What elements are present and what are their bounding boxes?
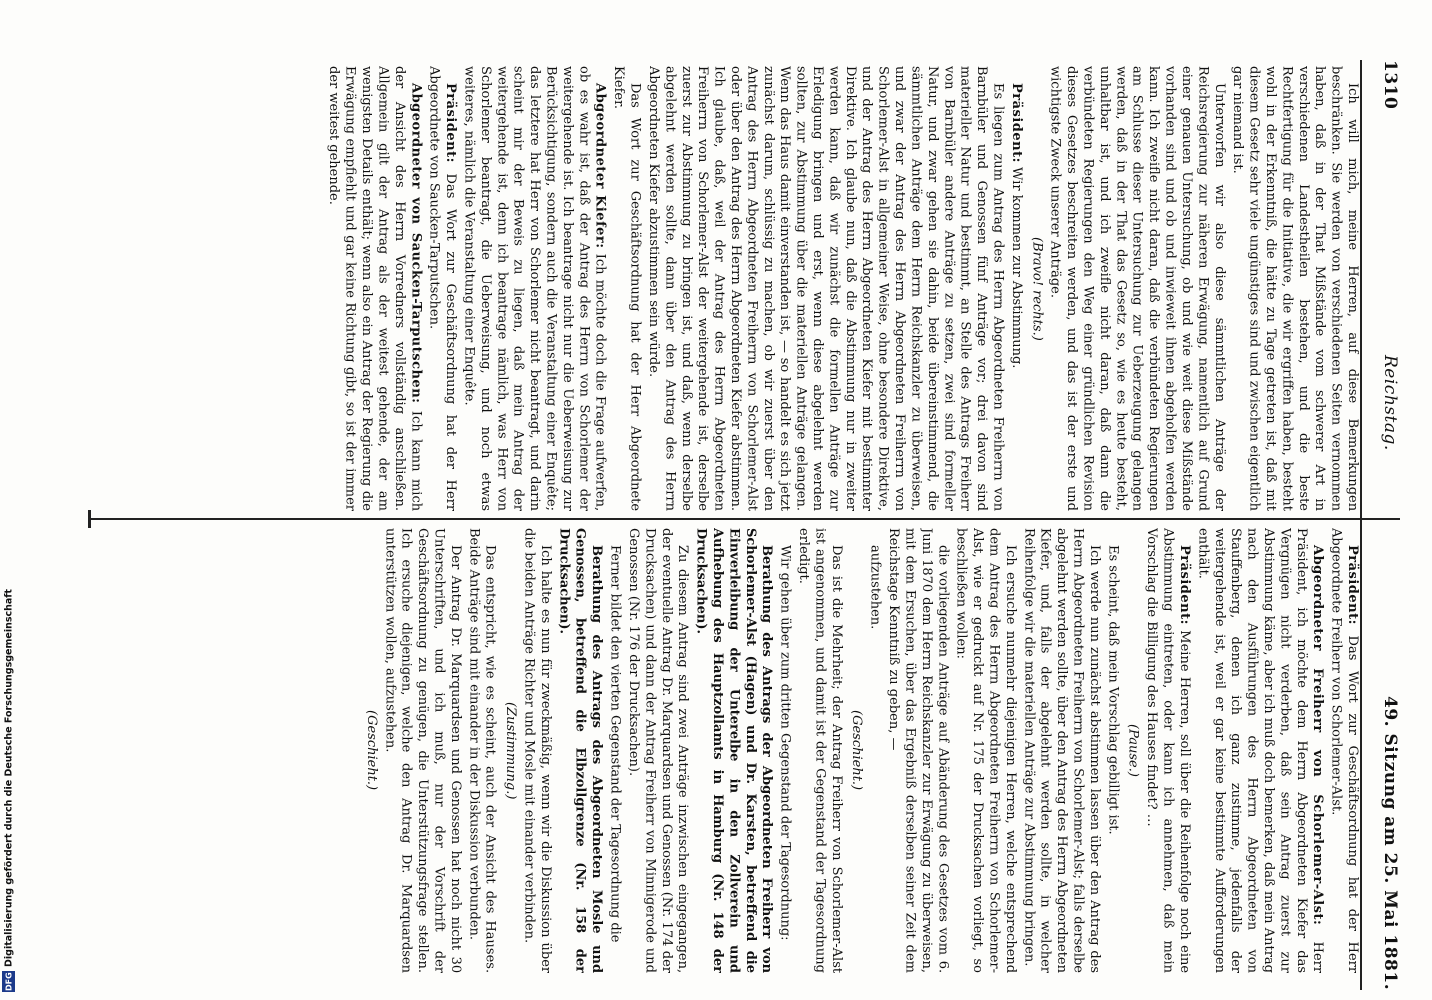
- paragraph-text: Ich will mich, meine Herren, auf diese Bemerkungen beschränken. Sie werden von verschiedenen Seiten vernommen haben, daß in der That Mißstände vom schwerer Art in verschiedenen Landestheilen bestehen, und die beste Rechtfertigung für die Initiative, die wir ergriffen haben, besteht wohl in der Erkenntniß, die hätte zu Tage getreten ist, daß mit diesem Gesetz sehr viele ungünstiges sind und zwischen eigentlich gar niemand ist.: [1230, 66, 1360, 511]
- paragraph-text: Das entspricht, wie es scheint, auch der Ansicht des Hauses. Beide Anträge sind mit einander in der Diskussion verbunden.: [466, 528, 498, 973]
- paragraph: [1020, 528, 1102, 973]
- paragraph-text: Berathung des Antrags der Abgeordneten Freiherr von Schorlemer-Alst (Hagen) und Dr. Karsten, betreffend die Einverleibung der Unterelbe in den Zollverein und Aufhebung des Hauptzollamts in Hamburg (Nr. 148 der Drucksachen).: [693, 528, 775, 973]
- paragraph: [610, 66, 643, 511]
- paragraph: [381, 528, 463, 973]
- speaker-name: Abgeordneter von Saucken-Tarputschen:: [408, 82, 424, 404]
- stage-direction: [502, 532, 518, 969]
- digitization-credit-text: Digitalisierung gefördert durch die Deutsche Forschungsgemeinschaft: [3, 589, 15, 968]
- paragraph: [795, 528, 844, 973]
- paragraph: [520, 528, 553, 973]
- paragraph-text: Ich kann mich der Ansicht des Herrn Vorredners vollständig anschließen. Allgemein gilt der Antrag als der weitest gehende, der am wenigsten Details enthält; wenn also ein Antrag der Regierung die Erwägung empfiehlt und gar keine Richtung gibt, so ist der immer der weitest gehende.: [326, 66, 424, 511]
- digitization-credit: [1, 0, 17, 1000]
- stage-direction: [1028, 70, 1044, 507]
- text-column-upper: [138, 66, 1360, 511]
- rotated-page: [90, 60, 1400, 990]
- paragraph-text: Meine Herren, soll über die Reihenfolge noch eine Abstimmung eintreten, oder kann ich annehmen, daß mein Vorschlag die Billigung des Hauses findet? …: [1144, 528, 1192, 973]
- stage-direction: [362, 532, 378, 969]
- paragraph-text: Das Wort zur Geschäftsordnung hat der Herr Abgeordnete Freiherr von Schorlemer-Alst.: [1328, 528, 1360, 973]
- paragraph: [625, 528, 691, 973]
- paragraph-text: Berathung des Antrags des Abgeordneten Mosle und Genossen, betreffend die Elbzollgrenze (Nr. 158 der Drucksachen).: [556, 528, 605, 973]
- paragraph: [776, 528, 792, 973]
- paragraph: [555, 528, 604, 973]
- paragraph: [645, 66, 1006, 511]
- paragraph: [692, 528, 774, 973]
- paragraph-text: Ich möchte doch die Frage aufwerfen, ob es wahr ist, daß der Antrag des Herrn von Schorlemer der weitergehende ist. Ich beantrage nicht nur die Ueberweisung zur Berücksichtigung, sondern auch die Veranstaltung einer Enquête; das letztere hat Herr von Schorlemer nicht beantragt, und darin scheint mir der Beweis zu liegen, daß mein Antrag der weitergehende ist, denn ich beantrage nämlich, was Herr von Schorlemer beantragt, die Ueberweisung, und noch etwas weiteres, nämlich die Veranstaltung einer Enquête.: [461, 66, 608, 511]
- paragraph-text: (Zustimmung.): [503, 701, 519, 800]
- paragraph-text: Wir gehen über zum dritten Gegenstand der Tagesordnung:: [777, 544, 793, 941]
- paragraph: [325, 66, 423, 511]
- speaker-name: Präsident:: [1345, 544, 1360, 625]
- dfg-logo: DFG: [4, 972, 14, 991]
- paragraph: [465, 528, 498, 973]
- paragraph-text: die vorliegenden Anträge auf Abänderung des Gesetzes vom 6. Juni 1870 dem Herrn Reichskanzler zur Erwägung zu überweisen, mit dem Ersuchen, über das Ergebniß derselben seiner Zeit dem Reichstage Kenntniß zu geben, —: [886, 528, 951, 973]
- paragraph: [1143, 528, 1192, 973]
- paragraph: [866, 528, 882, 973]
- stage-direction: [848, 532, 864, 969]
- paragraph-text: Ich ersuche nunmehr diejenigen Herren, welche entsprechend dem Antrag des Herrn Abgeordneten Freiherrn von Schorlemer-Alst, wie er gedruckt auf Nr. 175 der Drucksachen vorliegt, so beschließen wollen:: [953, 528, 1018, 973]
- paragraph-text: Unterworfen wir also diese sämmtlichen Anträge der Reichsregierung zur näheren Erwägung, namentlich auf Grund einer genauen Untersuchung, ob und wie weit diese Mißstände vorhanden sind und ob und inwieweit ihnen abgeholfen werden kann. Ich zweifle nicht daran, daß die verbündeten Regierungen am Schlusse dieser Untersuchung zur Ueberzeugung gelangen werden, daß in der That das Gesetz so, wie es heute besteht, unhaltbar ist, und ich zweifle nicht daran, daß dann die verbündeten Regierungen den Weg einer gründlichen Revision dieses Gesetzes beschreiten werden, und das ist der erste und wichtigste Zweck unserer Anträge.: [1047, 66, 1227, 511]
- paragraph: [460, 66, 608, 511]
- paragraph-text: Es liegen zum Antrag des Herrn Abgeordneten Freiherrn von Barnbüler und Genossen fünf Anträge vor; drei davon sind materieller Natur und bestimmt, an Stelle des Antrags Freiherr von Barnbüler andere Anträge zu setzen, zwei sind formeller Natur, und zwar gehen sie dahin, beide übereinstimmend, die sämmtlichen Anträge dem Herrn Reichskanzler zu überweisen, und zwar der Antrag des Herrn Abgeordneten Freiherrn von Schorlemer-Alst in allgemeiner Weise, ohne besondere Direktive, und der Antrag des Herrn Abgeordneten Kiefer mit bestimmter Direktive. Ich glaube nun, daß die Abstimmung nur in zweiter werden kann, daß wir zunächst die formellen Anträge zur Erledigung bringen und erst, wenn diese abgelehnt werden sollten, zur Abstimmung über die materiellen Anträge gelangen. Wenn das Haus damit einverstanden ist, — so handelt es sich jetzt zunächst darum, schlüssig zu machen, ob wir zuerst über den Antrag des Herrn Abgeordneten Freiherrn von Schorlemer-Alst oder über den Antrag des Herrn Abgeordneten Kiefer abstimmen. Ich glaube, daß, weil der Antrag des Herrn Abgeordneten Freiherrn von Schorlemer-Alst der weitergehende ist, derselbe zuerst zur Abstimmung zu bringen ist, und daß, wenn derselbe abgelehnt werden sollte, dann über den Antrag des Herrn Abgeordneten Kiefer abzustimmen sein würde.: [645, 66, 1006, 511]
- paragraph-text: (Geschieht.): [849, 710, 865, 791]
- paragraph-text: Das ist die Mehrheit; der Antrag Freiherr von Schorlemer-Alst ist angenommen, und damit ist der Gegenstand der Tagesordnung erledigt.: [796, 528, 844, 973]
- speaker-name: Präsident:: [1176, 544, 1192, 625]
- paragraph: [1007, 66, 1023, 511]
- paragraph-text: Ferner bildet den vierten Gegenstand der Tagesordnung die: [607, 544, 623, 943]
- paragraph-text: Ich halte es nun für zweckmäßig, wenn wir die Diskussion über die beiden Anträge Richter und Mosle mit einander verbinden.: [521, 528, 553, 973]
- paragraph-text: Herr Präsident, ich möchte dem Herrn Abgeordneten Kiefer das Vergnügen nicht verderben, daß sein Antrag zuerst zur Abstimmung käme, aber ich muß doch bemerken, daß mein Antrag nach den Ausführungen des Herrn Abgeordneten von Stauffenberg, denen ich ganz zustimme, jedenfalls der weitergehende ist, weil er gar keine bestimmte Aufforderungen enthält.: [1195, 528, 1326, 973]
- session-date: 49. Sitzung am 25. Mai 1881.: [1380, 695, 1400, 990]
- text-column-lower: [138, 528, 1360, 973]
- paragraph: [1104, 528, 1120, 973]
- paragraph-text: Zu diesem Antrag sind zwei Anträge inzwischen eingegangen, der eventuelle Antrag Dr. Marquardsen und Genossen (Nr. 174 der Drucksachen) und dann der Antrag Freiherr von Minnigerode und Genossen (Nr. 176 der Drucksachen).: [625, 528, 691, 973]
- paragraph: [1327, 528, 1360, 973]
- paragraph-text: Wir kommen zur Abstimmung.: [1008, 162, 1024, 369]
- speaker-name: Abgeordneter Kiefer:: [592, 82, 608, 249]
- paragraph-text: Der Antrag Dr. Marquardsen und Genossen hat noch nicht 30 Unterschriften, und ich muß, nur der Vorschrift der Geschäftsordnung zu genügen, die Unterstützungsfrage stellen. Ich ersuche diejenigen, welche den Antrag Dr. Marquardsen unterstützen wollen, aufzustehen.: [382, 528, 463, 973]
- running-title: Reichstag.: [1380, 354, 1400, 451]
- paragraph: [952, 528, 1018, 973]
- speaker-name: Abgeordneter Freiherr von Schorlemer-Alst:: [1310, 544, 1326, 926]
- paragraph: [1194, 528, 1325, 973]
- paragraph: [425, 66, 458, 511]
- speaker-name: Präsident:: [443, 82, 459, 163]
- paragraph: [1046, 66, 1226, 511]
- speaker-name: Präsident:: [1008, 82, 1024, 163]
- paragraph-text: Ich werde nun zunächst abstimmen lassen über den Antrag des Herrn Abgeordneten Freiherrn von Schorlemer-Alst; falls derselbe abgelehnt werden sollte, über den Antrag des Herrn Abgeordneten Kiefer, und, falls der abgelehnt werden sollte, in welcher Reihenfolge wir die materiellen Anträge zur Abstimmung bringen.: [1021, 528, 1102, 973]
- paragraph: [885, 528, 951, 973]
- page-number: 1310: [1380, 60, 1400, 110]
- paragraph-text: (Pause.): [1125, 724, 1141, 777]
- paragraph-text: Das Wort zur Geschäftsordnung hat der Herr Abgeordnete von Saucken-Tarputschen.: [426, 66, 459, 511]
- paragraph-text: aufzustehen.: [867, 544, 883, 630]
- page-header: [1360, 60, 1400, 990]
- paragraph: [606, 528, 622, 973]
- paragraph-text: Das Wort zur Geschäftsordnung hat der Herr Abgeordnete Kiefer.: [611, 66, 643, 511]
- paragraph-text: Es scheint, daß mein Vorschlag gebilligt ist.: [1105, 544, 1121, 835]
- stage-direction: [1124, 532, 1140, 969]
- paragraph: [1229, 66, 1360, 511]
- paragraph-text: (Geschieht.): [363, 710, 379, 791]
- paragraph-text: (Bravo! rechts.): [1029, 236, 1045, 341]
